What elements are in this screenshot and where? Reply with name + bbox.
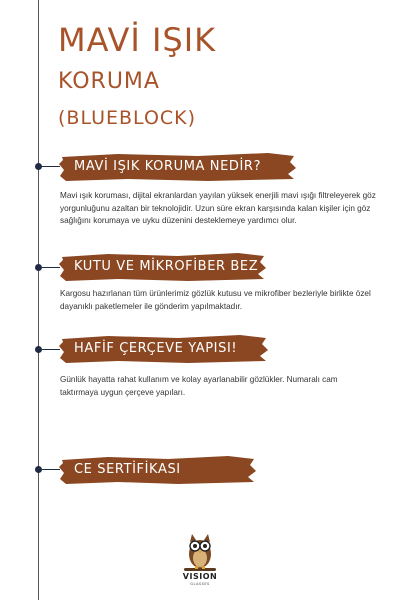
section-body: Kargosu hazırlanan tüm ürünlerimiz gözlük kutusu ve mikrofiber bezleriyle birlikte özel dayanıklı paketlemeler ile gönderim yapılmaktadır.	[60, 289, 371, 311]
timeline-line	[38, 0, 39, 600]
section-banner-ce	[58, 455, 258, 485]
section-banner-box	[58, 252, 268, 282]
brand-logo	[176, 528, 224, 590]
timeline-dot	[35, 346, 42, 353]
timeline-dot	[35, 163, 42, 170]
brand-sub: GLASSES	[190, 582, 210, 586]
title-line-3: (BLUEBLOCK)	[58, 107, 197, 129]
section-heading: HAFİF ÇERÇEVE YAPISI!	[74, 341, 238, 356]
section-body: Mavi ışık koruması, dijital ekranlardan yayılan yüksek enerjili mavi ışığı filtreleyerek göz yorgunluğunu azaltan bir teknolojidir. Uzun süre ekran karşısında kalan kişiler için göz sağlığını korumaya ve uyku düzenini desteklemeye yardımcı olur.	[60, 191, 376, 225]
brand-name: VISION	[182, 572, 218, 581]
section-body: Günlük hayatta rahat kullanım ve kolay ayarlanabilir gözlükler. Numaralı cam taktırmaya uygun çerçeve yapıları.	[60, 375, 338, 397]
section-heading: CE SERTİFİKASI	[74, 462, 181, 477]
section-banner-frame	[58, 334, 270, 364]
section-heading: KUTU VE MİKROFİBER BEZ	[74, 259, 259, 274]
timeline-dot	[35, 264, 42, 271]
section-banner-what-is	[58, 152, 298, 182]
timeline-dot	[35, 466, 42, 473]
page-title	[58, 20, 216, 130]
section-heading: MAVİ IŞIK KORUMA NEDİR?	[74, 159, 262, 174]
title-line-1: MAVİ IŞIK	[58, 21, 217, 59]
title-line-2: KORUMA	[58, 69, 160, 94]
owl-icon	[176, 528, 224, 574]
